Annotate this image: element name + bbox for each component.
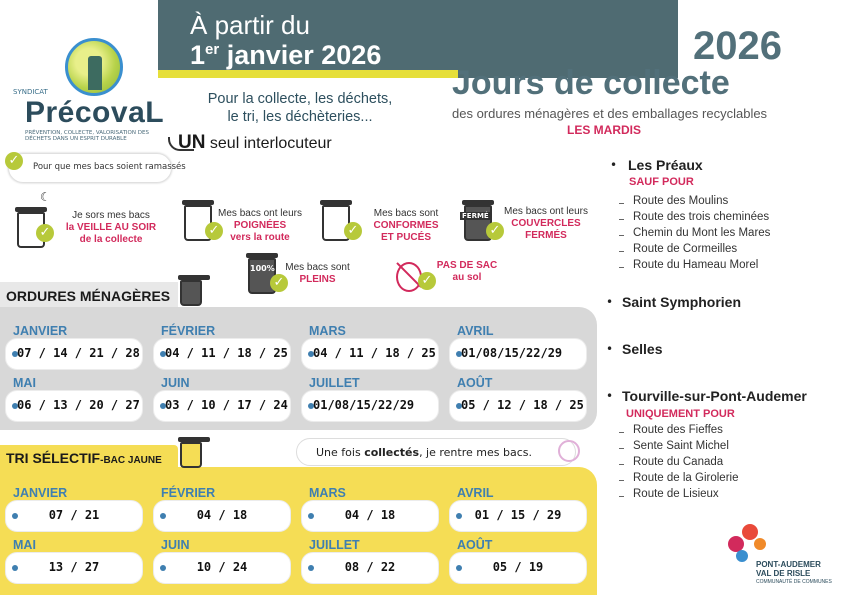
- precoval-logo: SYNDICAT PrécovaL PRÉVENTION, COLLECTE, VALORISATION DES DÉCHETS DANS UN ESPRIT DURABLE: [10, 20, 160, 140]
- check-icon: ✓: [486, 222, 504, 240]
- ordures-month-name: AVRIL: [457, 324, 494, 338]
- check-icon: ✓: [5, 152, 23, 170]
- rule-couvercles: Mes bacs ont leurs COUVERCLES FERMÉS: [504, 206, 588, 241]
- recycle-text: Une fois collectés, je rentre mes bacs.: [316, 446, 532, 459]
- rule-sac: PAS DE SAC au sol: [436, 260, 498, 283]
- rule-veille: Je sors mes bacs la VEILLE AU SOIR de la collecte: [65, 210, 157, 245]
- grey-bin-icon: [180, 280, 202, 306]
- ordures-month-dates: 01/08/15/22/29: [313, 398, 415, 412]
- tri-title: TRI SÉLECTIF-BAC JAUNE: [6, 450, 162, 466]
- page-title: Jours de collecte: [452, 64, 730, 102]
- commune-selles: Selles: [622, 341, 663, 357]
- page-subtitle: des ordures ménagères et des emballages recyclables: [452, 106, 768, 121]
- logo-tagline: PRÉVENTION, COLLECTE, VALORISATION DES DÉCHETS DANS UN ESPRIT DURABLE: [25, 130, 149, 142]
- road-item: Sente Saint Michel: [633, 440, 729, 452]
- tri-month-dates: 13 / 27: [48, 560, 100, 574]
- uniquement-pour: UNIQUEMENT POUR: [626, 408, 735, 420]
- road-item: Route du Hameau Morel: [633, 259, 759, 271]
- ordures-month-name: MAI: [13, 376, 36, 390]
- tri-month-name: AVRIL: [457, 486, 494, 500]
- header-stripe: [158, 70, 458, 78]
- road-item: Route de la Girolerie: [633, 472, 739, 484]
- lightbulb-icon: [558, 440, 580, 462]
- rule-pleins: Mes bacs sont PLEINS: [285, 262, 350, 285]
- tri-month-dates: 08 / 22: [344, 560, 396, 574]
- commune-les-preaux: Les Préaux: [628, 157, 703, 173]
- tri-month-name: MAI: [13, 538, 36, 552]
- tri-month-dates: 04 / 18: [344, 508, 396, 522]
- intro-interlocuteur: UN seul interlocuteur: [178, 132, 332, 153]
- tri-month-dates: 07 / 21: [48, 508, 100, 522]
- ordures-month-dates: 01/08/15/22/29: [461, 346, 563, 360]
- ordures-month-dates: 05 / 12 / 18 / 25: [461, 398, 584, 412]
- road-item: Chemin du Mont les Mares: [633, 227, 771, 239]
- ordures-month-dates: 04 / 11 / 18 / 25: [313, 346, 436, 360]
- ordures-month-name: JUILLET: [309, 376, 360, 390]
- header-line1: À partir du: [190, 10, 310, 40]
- road-item: Route de Cormeilles: [633, 243, 738, 255]
- intro-text: Pour la collecte, les déchets, le tri, les déchèteries...: [207, 91, 393, 125]
- year-title: 2026: [693, 24, 782, 68]
- tri-month-dates: 10 / 24: [196, 560, 248, 574]
- road-item: Route des Moulins: [633, 195, 729, 207]
- moon-icon: ☾: [40, 190, 51, 204]
- tri-month-dates: 04 / 18: [196, 508, 248, 522]
- road-item: Route des trois cheminées: [633, 211, 770, 223]
- check-icon: ✓: [270, 274, 288, 292]
- tri-month-name: FÉVRIER: [161, 486, 216, 500]
- check-icon: ✓: [418, 272, 436, 290]
- ordures-month-dates: 07 / 14 / 21 / 28: [17, 346, 140, 360]
- check-icon: ✓: [36, 224, 54, 242]
- tri-month-name: JUIN: [161, 538, 190, 552]
- partner-name: PONT-AUDEMER VAL DE RISLE COMMUNAUTÉ DE COMMUNES: [756, 560, 832, 585]
- check-icon: ✓: [344, 222, 362, 240]
- commune-tourville: Tourville-sur-Pont-Audemer: [622, 388, 807, 404]
- rule-conformes: Mes bacs sont CONFORMES ET PUCÉS: [373, 208, 439, 243]
- rule-poignees: Mes bacs ont leurs POIGNÉES vers la route: [218, 208, 302, 243]
- logo-name: PrécovaL: [25, 96, 165, 129]
- closed-tag: FERMÉ: [462, 212, 489, 220]
- road-item: Route du Canada: [633, 456, 724, 468]
- header-line2: 1er janvier 2026: [190, 40, 382, 70]
- tri-month-dates: 01 / 15 / 29: [474, 508, 562, 522]
- sauf-pour: SAUF POUR: [629, 176, 694, 188]
- ordures-month-dates: 04 / 11 / 18 / 25: [165, 346, 288, 360]
- tri-month-name: AOÛT: [457, 538, 493, 552]
- tri-month-name: JUILLET: [309, 538, 360, 552]
- road-item: Route de Lisieux: [633, 488, 719, 500]
- tri-month-dates: 05 / 19: [492, 560, 544, 574]
- ordures-title: ORDURES MÉNAGÈRES: [6, 288, 171, 304]
- yellow-bin-icon: [180, 442, 202, 468]
- full-tag: 100%: [250, 264, 275, 273]
- ordures-month-name: JANVIER: [13, 324, 68, 338]
- rules-pill-text: Pour que mes bacs soient ramassés: [33, 162, 186, 172]
- commune-saint-symphorien: Saint Symphorien: [622, 294, 742, 310]
- ordures-month-dates: 06 / 13 / 20 / 27: [17, 398, 140, 412]
- ordures-month-name: MARS: [309, 324, 346, 338]
- ordures-month-name: AOÛT: [457, 376, 493, 390]
- tri-month-name: JANVIER: [13, 486, 68, 500]
- ordures-month-name: JUIN: [161, 376, 190, 390]
- ordures-month-name: FÉVRIER: [161, 324, 216, 338]
- collection-day: LES MARDIS: [567, 123, 642, 137]
- tri-month-name: MARS: [309, 486, 346, 500]
- check-icon: ✓: [205, 222, 223, 240]
- road-item: Route des Fieffes: [633, 424, 723, 436]
- ordures-month-dates: 03 / 10 / 17 / 24: [165, 398, 288, 412]
